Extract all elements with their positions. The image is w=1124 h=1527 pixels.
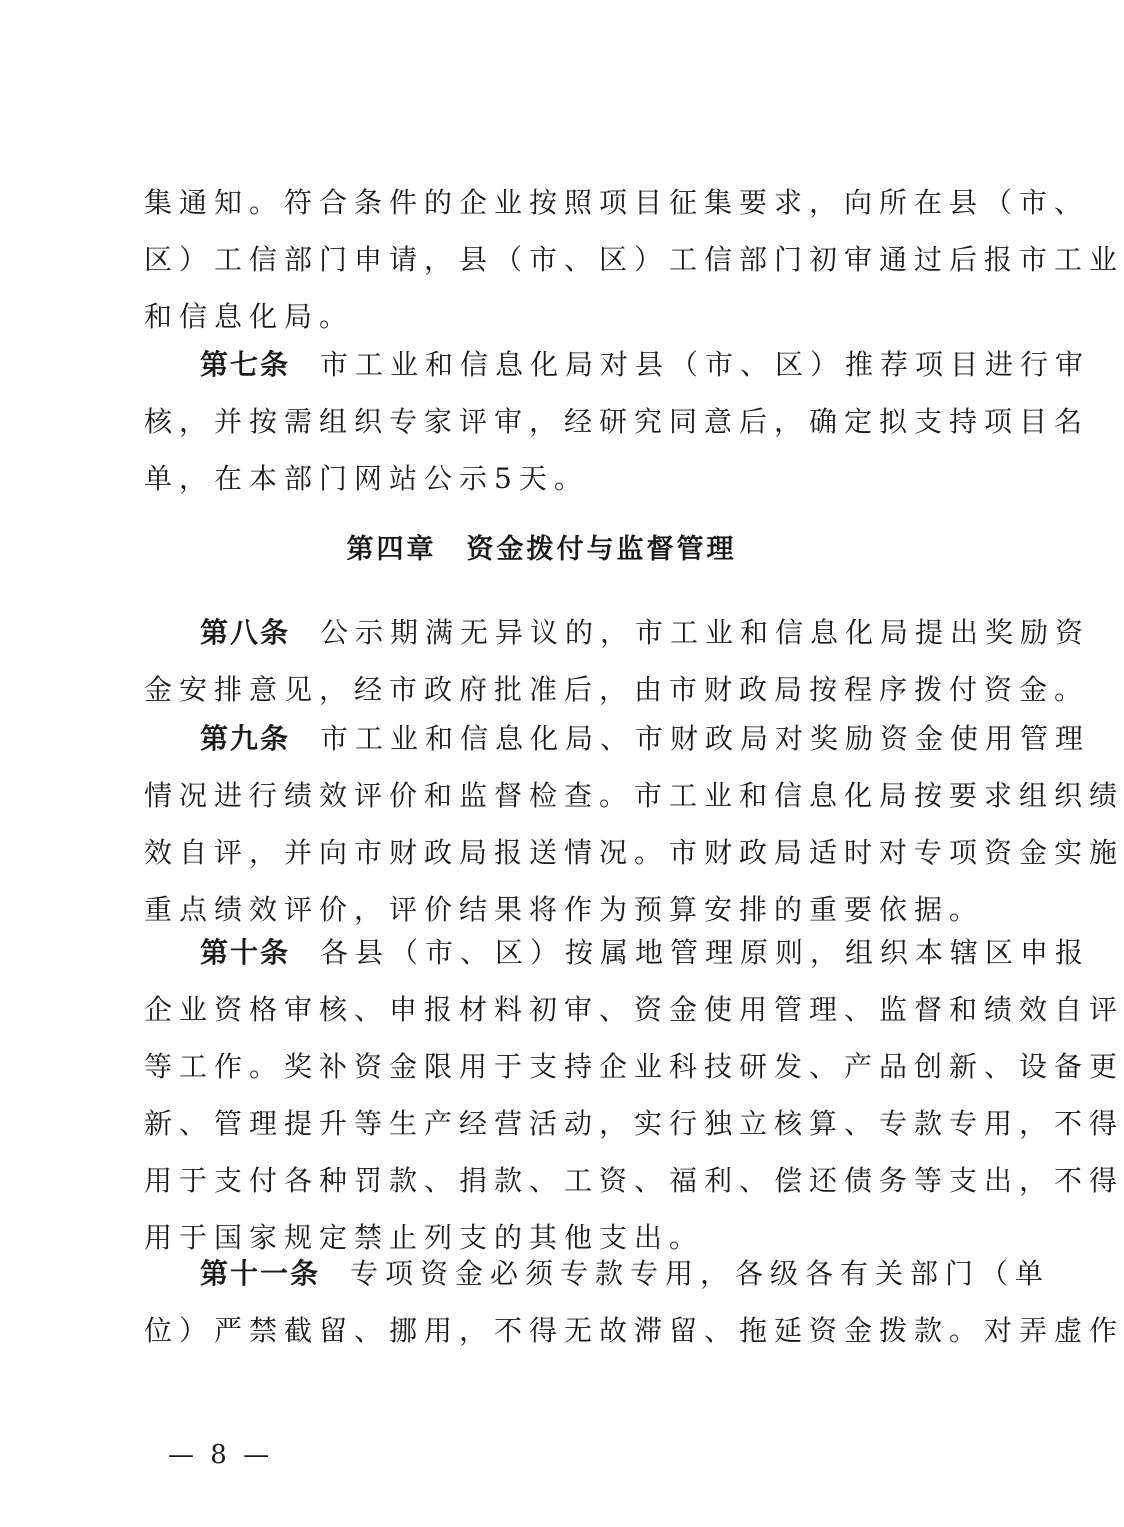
text-line: 用于支付各种罚款、捐款、工资、福利、偿还债务等支出，不得 <box>144 1164 1124 1197</box>
article-title: 第九条 <box>200 722 291 755</box>
article-9 <box>144 710 1124 938</box>
text-line: 金安排意见，经市政府批准后，由市财政局按程序拨付资金。 <box>144 673 1090 706</box>
article-8 <box>144 604 1091 718</box>
text-line: 各县（市、区）按属地管理原则，组织本辖区申报 <box>320 936 1091 969</box>
chapter-number: 第四章 <box>346 534 437 565</box>
chapter-heading <box>144 520 939 580</box>
text-line: 新、管理提升等生产经营活动，实行独立核算、专款专用，不得 <box>144 1107 1124 1140</box>
text-line: 情况进行绩效评价和监督检查。市工业和信息化局按要求组织绩 <box>144 779 1124 812</box>
article-title: 第十条 <box>200 936 291 969</box>
text-line: 专项资金必须专款专用，各级各有关部门（单 <box>350 1257 1051 1290</box>
text-line: 等工作。奖补资金限用于支持企业科技研发、产品创新、设备更 <box>144 1050 1124 1083</box>
text-line: 企业资格审核、申报材料初审、资金使用管理、监督和绩效自评 <box>144 993 1124 1026</box>
article-title: 第七条 <box>200 348 291 381</box>
text-line: 效自评，并向市财政局报送情况。市财政局适时对专项资金实施 <box>144 836 1124 869</box>
article-10 <box>144 924 1124 1266</box>
text-line: 和信息化局。 <box>144 300 355 333</box>
text-line: 区）工信部门申请，县（市、区）工信部门初审通过后报市工业 <box>144 243 1124 276</box>
text-line: 市工业和信息化局对县（市、区）推荐项目进行审 <box>320 348 1091 381</box>
article-title: 第八条 <box>200 616 291 649</box>
article-7 <box>144 336 1091 507</box>
article-11 <box>144 1245 1124 1359</box>
page-number: — 8 — <box>168 1440 274 1470</box>
text-line: 单，在本部门网站公示5天。 <box>144 462 589 495</box>
text-line: 公示期满无异议的，市工业和信息化局提出奖励资 <box>320 616 1091 649</box>
chapter-title: 资金拨付与监督管理 <box>466 534 737 565</box>
text-line: 位）严禁截留、挪用，不得无故滞留、拖延资金拨款。对弄虚作 <box>144 1314 1124 1347</box>
text-line: 核，并按需组织专家评审，经研究同意后，确定拟支持项目名 <box>144 405 1090 438</box>
text-line: 集通知。符合条件的企业按照项目征集要求，向所在县（市、 <box>144 186 1090 219</box>
article-title: 第十一条 <box>200 1257 321 1290</box>
text-line: 用于国家规定禁止列支的其他支出。 <box>144 1221 705 1254</box>
text-line: 市工业和信息化局、市财政局对奖励资金使用管理 <box>320 722 1091 755</box>
paragraph-continuation <box>144 174 1124 345</box>
text-line: 重点绩效评价，评价结果将作为预算安排的重要依据。 <box>144 893 985 926</box>
